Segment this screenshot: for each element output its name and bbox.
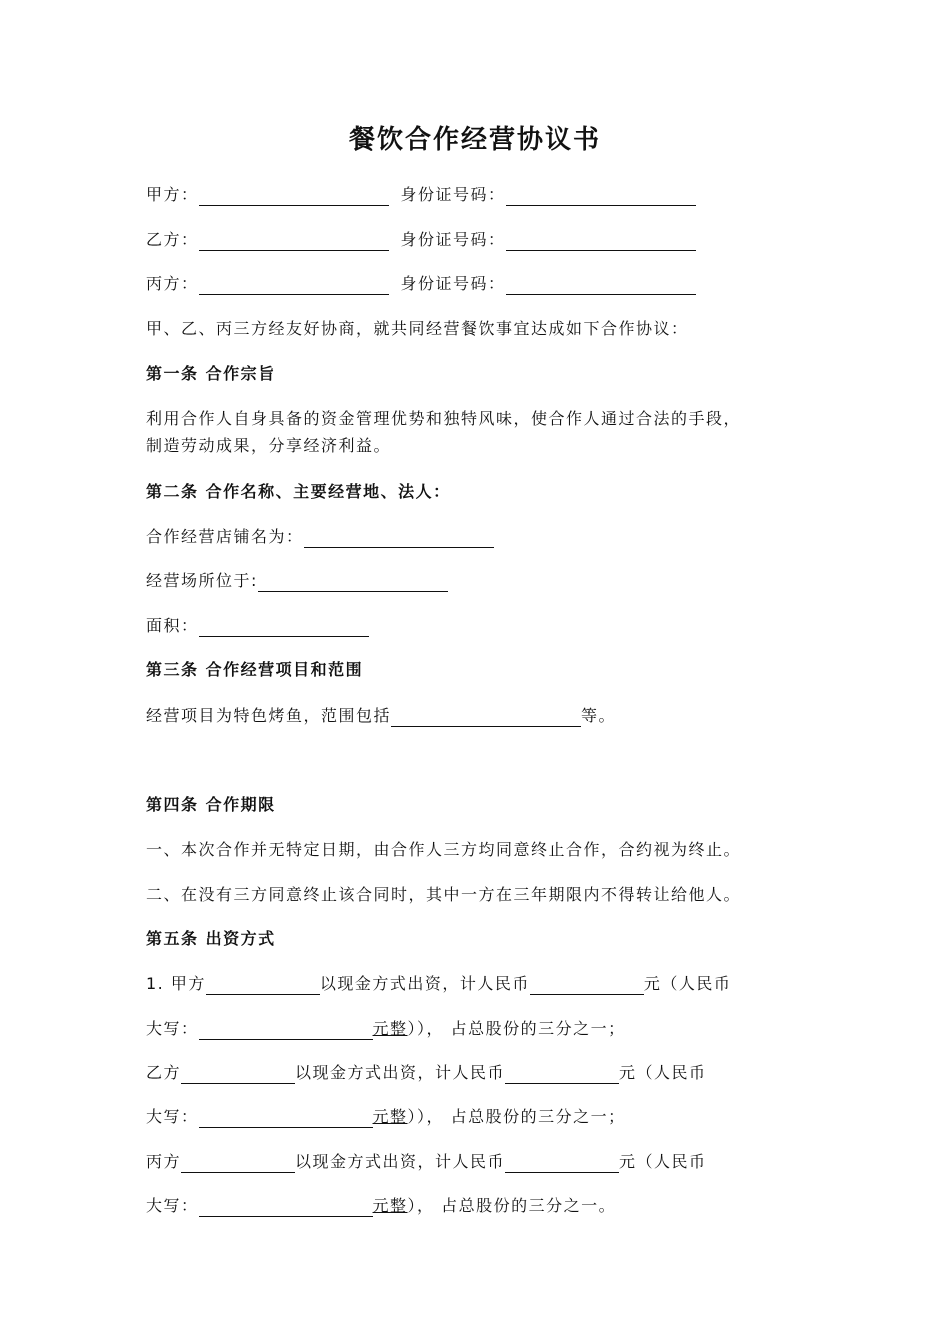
contribution-a-upper-blank	[199, 1021, 373, 1040]
contribution-b-name-blank	[181, 1065, 295, 1084]
contribution-c-name-blank	[181, 1154, 295, 1173]
contribution-a-yuan-whole: 元整	[372, 1019, 408, 1038]
party-b-id-label: 身份证号码：	[400, 230, 506, 249]
area-line	[146, 615, 369, 637]
document-title: 餐饮合作经营协议书	[348, 125, 601, 155]
party-a-id-label: 身份证号码：	[400, 185, 506, 204]
area-blank	[199, 618, 369, 637]
party-c-line	[146, 273, 696, 295]
article-1-heading: 第一条 合作宗旨	[146, 364, 276, 383]
scope-before: 经营项目为特色烤鱼，范围包括	[146, 706, 392, 725]
article-3-heading: 第三条 合作经营项目和范围	[146, 660, 364, 679]
article-4-item-1: 一、本次合作并无特定日期，由合作人三方均同意终止合作，合约视为终止。	[146, 840, 742, 859]
contribution-b-upper-line	[146, 1106, 626, 1128]
contribution-c-amount-blank	[505, 1154, 619, 1173]
contribution-c-prefix: 丙方	[146, 1152, 182, 1171]
article-1-line-2: 制造劳动成果，分享经济利益。	[146, 436, 392, 455]
contribution-c-yuan-text: 元（人民币	[619, 1152, 707, 1171]
contribution-a-amount-blank	[530, 976, 644, 995]
scope-blank	[391, 708, 581, 727]
article-1-line-1: 利用合作人自身具备的资金管理优势和独特风味，使合作人通过合法的手段，	[146, 409, 742, 428]
shop-name-label: 合作经营店铺名为：	[146, 527, 304, 546]
party-c-id-label: 身份证号码：	[400, 274, 506, 293]
article-4-item-2: 二、在没有三方同意终止该合同时，其中一方在三年期限内不得转让给他人。	[146, 885, 742, 904]
contribution-b-yuan-text: 元（人民币	[619, 1063, 707, 1082]
article-2-heading: 第二条 合作名称、主要经营地、法人：	[146, 482, 451, 501]
contribution-b-upper-label: 大写：	[146, 1107, 199, 1126]
scope-line	[146, 705, 616, 727]
party-c-name-blank	[199, 276, 389, 295]
contribution-c-line	[146, 1151, 707, 1173]
party-b-id-blank	[506, 232, 696, 251]
area-label: 面积：	[146, 616, 199, 635]
contribution-c-upper-blank	[199, 1198, 373, 1217]
contribution-a-prefix: 1. 甲方	[146, 974, 206, 993]
contribution-c-upper-label: 大写：	[146, 1196, 199, 1215]
party-a-label: 甲方：	[146, 185, 199, 204]
party-b-label: 乙方：	[146, 230, 199, 249]
party-b-line	[146, 229, 696, 251]
place-label: 经营场所位于:	[146, 571, 258, 590]
contribution-b-cash-text: 以现金方式出资，计人民币	[295, 1063, 506, 1082]
contribution-a-upper-label: 大写：	[146, 1019, 199, 1038]
contribution-c-upper-line	[146, 1195, 616, 1217]
contribution-b-amount-blank	[505, 1065, 619, 1084]
contribution-b-yuan-whole: 元整	[372, 1107, 408, 1126]
party-c-id-blank	[506, 276, 696, 295]
party-b-name-blank	[199, 232, 389, 251]
contribution-a-share: ））， 占总股份的三分之一；	[407, 1019, 626, 1038]
scope-after: 等。	[581, 706, 617, 725]
party-a-id-blank	[506, 187, 696, 206]
article-4-heading: 第四条 合作期限	[146, 795, 276, 814]
contribution-b-upper-blank	[199, 1109, 373, 1128]
article-5-heading: 第五条 出资方式	[146, 929, 276, 948]
place-blank	[258, 573, 448, 592]
intro-paragraph: 甲、乙、丙三方经友好协商，就共同经营餐饮事宜达成如下合作协议：	[146, 319, 689, 338]
contribution-c-yuan-whole: 元整	[372, 1196, 408, 1215]
contribution-a-name-blank	[206, 976, 320, 995]
contribution-b-line	[146, 1062, 707, 1084]
contribution-b-prefix: 乙方	[146, 1063, 182, 1082]
contribution-a-cash-text: 以现金方式出资，计人民币	[319, 974, 530, 993]
shop-name-blank	[304, 529, 494, 548]
contribution-b-share: ））， 占总股份的三分之一；	[407, 1107, 626, 1126]
contribution-a-line	[146, 973, 731, 995]
contribution-c-share: ）， 占总股份的三分之一。	[407, 1196, 617, 1215]
party-c-label: 丙方：	[146, 274, 199, 293]
party-a-line	[146, 184, 696, 206]
party-a-name-blank	[199, 187, 389, 206]
shop-name-line	[146, 526, 494, 548]
contribution-a-upper-line	[146, 1018, 626, 1040]
place-line	[146, 570, 448, 592]
contribution-a-yuan-text: 元（人民币	[643, 974, 732, 993]
contribution-c-cash-text: 以现金方式出资，计人民币	[295, 1152, 506, 1171]
